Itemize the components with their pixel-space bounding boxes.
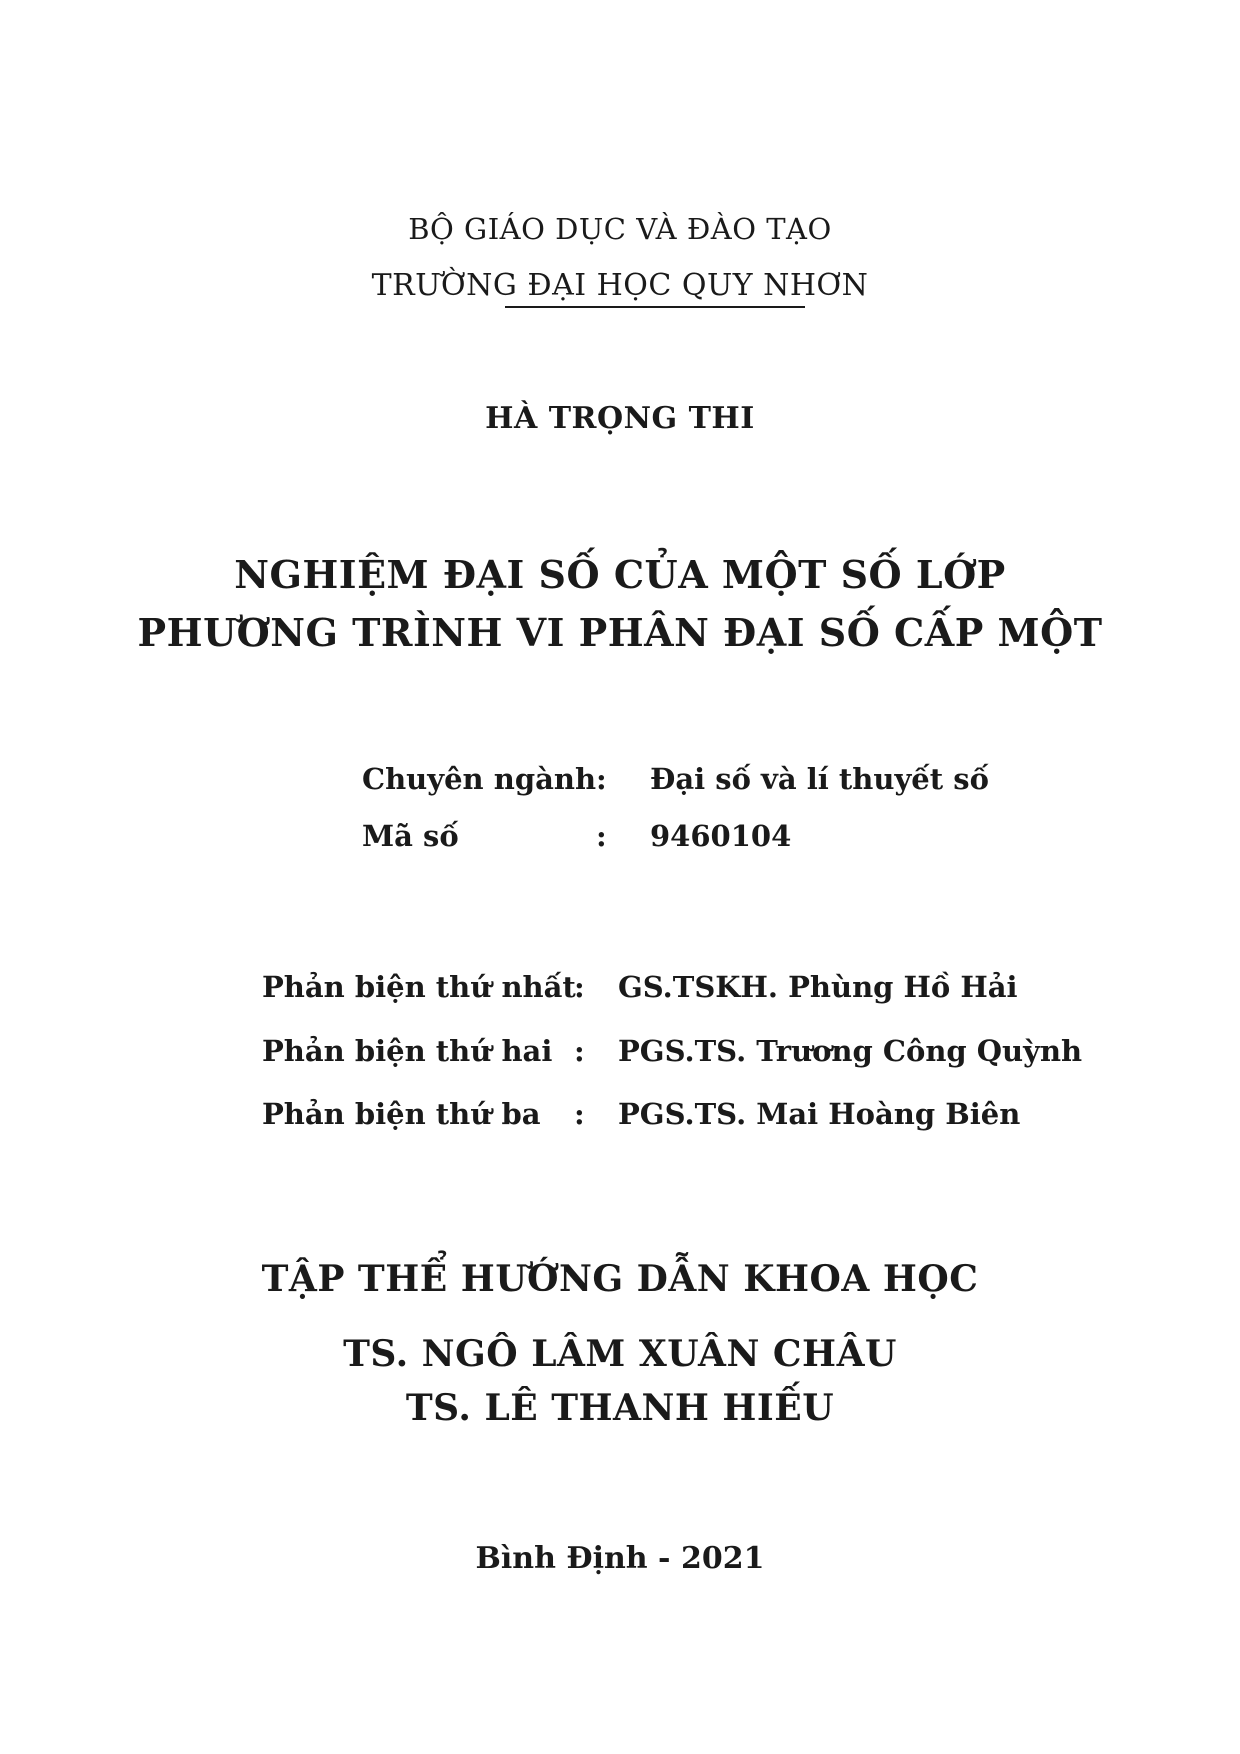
specialization-value: Đại số và lí thuyết số: [650, 762, 989, 796]
supervisor-name: TS. NGÔ LÂM XUÂN CHÂU: [343, 1333, 897, 1375]
code-value: 9460104: [650, 819, 792, 853]
university-underline: [505, 306, 805, 308]
reviewer-name: GS.TSKH. Phùng Hồ Hải: [618, 970, 1018, 1004]
reviewer-label: Phản biện thứ ba: [262, 1097, 541, 1131]
reviewer-colon: :: [574, 1034, 585, 1068]
university-name: TRƯỜNG ĐẠI HỌC QUY NHƠN: [371, 268, 869, 303]
reviewer-label: Phản biện thứ hai: [262, 1034, 553, 1068]
supervisors-heading: TẬP THỂ HƯỚNG DẪN KHOA HỌC: [261, 1258, 979, 1300]
thesis-title-line-1: NGHIỆM ĐẠI SỐ CỦA MỘT SỐ LỚP: [234, 552, 1006, 597]
specialization-label: Chuyên ngành: [362, 762, 597, 796]
specialization-colon: :: [596, 762, 607, 796]
reviewer-name: PGS.TS. Trương Công Quỳnh: [618, 1034, 1083, 1068]
ministry-name: BỘ GIÁO DỤC VÀ ĐÀO TẠO: [408, 212, 832, 246]
code-label: Mã số: [362, 819, 459, 853]
author-name: HÀ TRỌNG THI: [485, 401, 755, 436]
reviewer-colon: :: [574, 970, 585, 1004]
reviewer-colon: :: [574, 1097, 585, 1131]
supervisor-name: TS. LÊ THANH HIẾU: [405, 1387, 835, 1429]
reviewer-name: PGS.TS. Mai Hoàng Biên: [618, 1097, 1021, 1131]
reviewer-label: Phản biện thứ nhất: [262, 970, 576, 1004]
thesis-title-line-2: PHƯƠNG TRÌNH VI PHÂN ĐẠI SỐ CẤP MỘT: [137, 610, 1103, 655]
code-colon: :: [596, 819, 607, 853]
place-and-year: Bình Định - 2021: [475, 1541, 765, 1576]
